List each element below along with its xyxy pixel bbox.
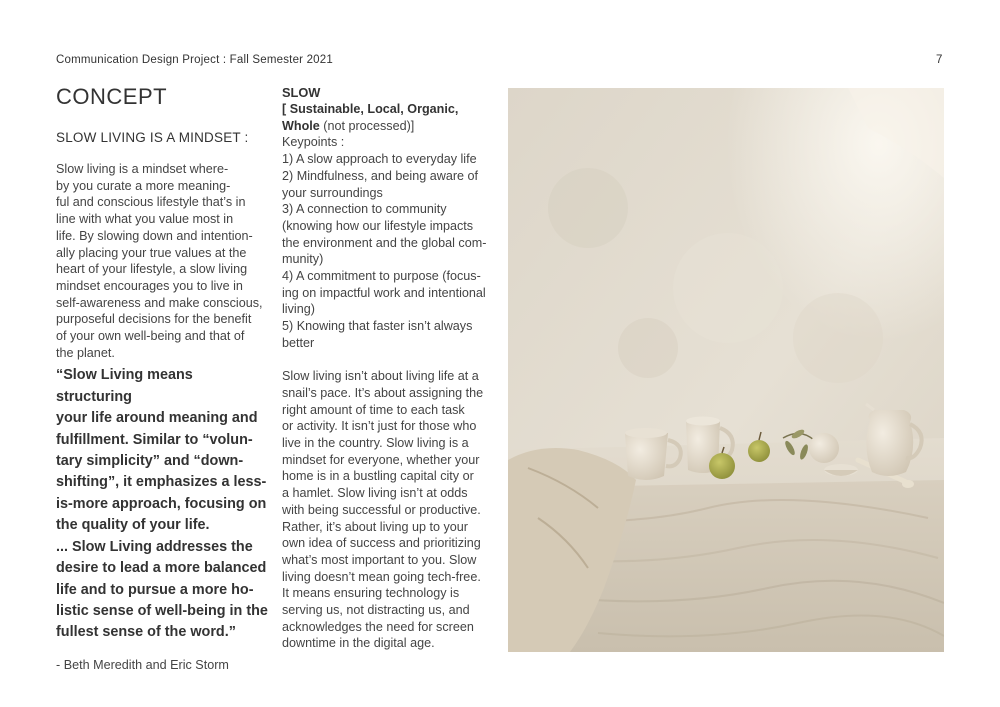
paragraph-line: It means ensuring technology is [282, 586, 460, 601]
paragraph-line: what’s most important to you. Slow [282, 552, 477, 567]
keypoint-line: your surroundings [282, 185, 383, 200]
paragraph-line: a hamlet. Slow living isn’t at odds [282, 486, 468, 501]
keypoint-line: 5) Knowing that faster isn’t always [282, 319, 473, 334]
quote-line: ... Slow Living addresses the [56, 538, 253, 555]
quote-attribution: - Beth Meredith and Eric Storm [56, 657, 229, 672]
paragraph-line: live in the country. Slow living is a [282, 436, 469, 451]
quote-line: tary simplicity” and “down- [56, 453, 244, 470]
quote-line: life and to pursue a more ho- [56, 581, 254, 598]
concept-subhead: SLOW LIVING IS A MINDSET : [56, 130, 249, 145]
slow-column [282, 84, 496, 652]
concept-body-line: purposeful decisions for the benefit [56, 312, 252, 327]
concept-body-line: self-awareness and make conscious, [56, 295, 263, 310]
page-number: 7 [936, 54, 943, 66]
quote-line: desire to lead a more balanced [56, 560, 267, 577]
slow-tag-note: (not processed)] [319, 118, 415, 133]
concept-column [56, 84, 268, 672]
ceramic-sphere [809, 433, 839, 463]
quote-line: listic sense of well-being in the [56, 602, 268, 619]
quote-line: fullest sense of the word.” [56, 624, 236, 641]
paragraph-line: home is in a bustling capital city or [282, 469, 474, 484]
concept-body-line: heart of your lifestyle, a slow living [56, 262, 248, 277]
concept-body-line: by you curate a more meaning- [56, 178, 231, 193]
paragraph-line: Rather, it’s about living up to your [282, 519, 468, 534]
quote-line: is-more approach, focusing on [56, 495, 267, 512]
paragraph-line: snail’s pace. It’s about assigning the [282, 385, 484, 400]
keypoint-line: ing on impactful work and intentional [282, 285, 486, 300]
slow-paragraph [282, 368, 496, 652]
keypoint-line: the environment and the global com- [282, 235, 487, 250]
concept-title: CONCEPT [56, 84, 168, 109]
paragraph-gap [282, 352, 496, 369]
quote-line: shifting”, it emphasizes a less- [56, 474, 267, 491]
concept-body-line: ful and conscious lifestyle that’s in [56, 195, 246, 210]
paragraph-line: or activity. It isn’t just for those who [282, 419, 477, 434]
keypoint-line: munity) [282, 252, 324, 267]
slow-title: SLOW [282, 85, 321, 100]
concept-body [56, 161, 268, 361]
concept-body-line: mindset encourages you to live in [56, 278, 243, 293]
quote-line: your life around meaning and [56, 410, 258, 427]
paragraph-line: serving us, not distracting us, and [282, 603, 470, 618]
keypoint-line: 3) A connection to community [282, 202, 447, 217]
paragraph-line: with being successful or productive. [282, 502, 481, 517]
concept-body-line: ally placing your true values at the [56, 245, 247, 260]
paragraph-line: own idea of success and prioritizing [282, 536, 481, 551]
still-life-photo [508, 88, 944, 652]
keypoints-label: Keypoints : [282, 135, 345, 150]
concept-body-line: the planet. [56, 345, 115, 360]
quote-line: “Slow Living means structuring [56, 367, 193, 405]
slow-tags-line-2 [282, 118, 496, 135]
keypoint-line: living) [282, 302, 315, 317]
quote-line: fulfillment. Similar to “volun- [56, 431, 253, 448]
keypoint-line: (knowing how our lifestyle impacts [282, 218, 474, 233]
concept-body-line: line with what you value most in [56, 212, 234, 227]
concept-body-line: of your own well-being and that of [56, 329, 245, 344]
keypoint-line: 1) A slow approach to everyday life [282, 152, 477, 167]
concept-body-line: life. By slowing down and intention- [56, 228, 253, 243]
keypoint-line: 2) Mindfulness, and being aware of [282, 168, 479, 183]
paragraph-line: acknowledges the need for screen [282, 619, 474, 634]
slow-tags-line: [ Sustainable, Local, Organic, [282, 102, 459, 116]
paragraph-line: Slow living isn’t about living life at a [282, 369, 479, 384]
keypoints-list [282, 151, 496, 351]
slow-tag-whole: Whole [282, 118, 320, 133]
paragraph-line: mindset for everyone, whether your [282, 452, 480, 467]
pull-quote [56, 365, 268, 643]
paragraph-line: right amount of time to each task [282, 402, 465, 417]
keypoint-line: 4) A commitment to purpose (focus- [282, 269, 481, 284]
paragraph-line: living doesn’t mean going tech-free. [282, 569, 481, 584]
concept-body-line: Slow living is a mindset where- [56, 162, 229, 176]
small-bowl [824, 464, 858, 476]
keypoint-line: better [282, 335, 315, 350]
paragraph-line: downtime in the digital age. [282, 636, 435, 651]
document-header: Communication Design Project : Fall Semester 2021 [56, 54, 333, 66]
quote-line: the quality of your life. [56, 517, 210, 534]
